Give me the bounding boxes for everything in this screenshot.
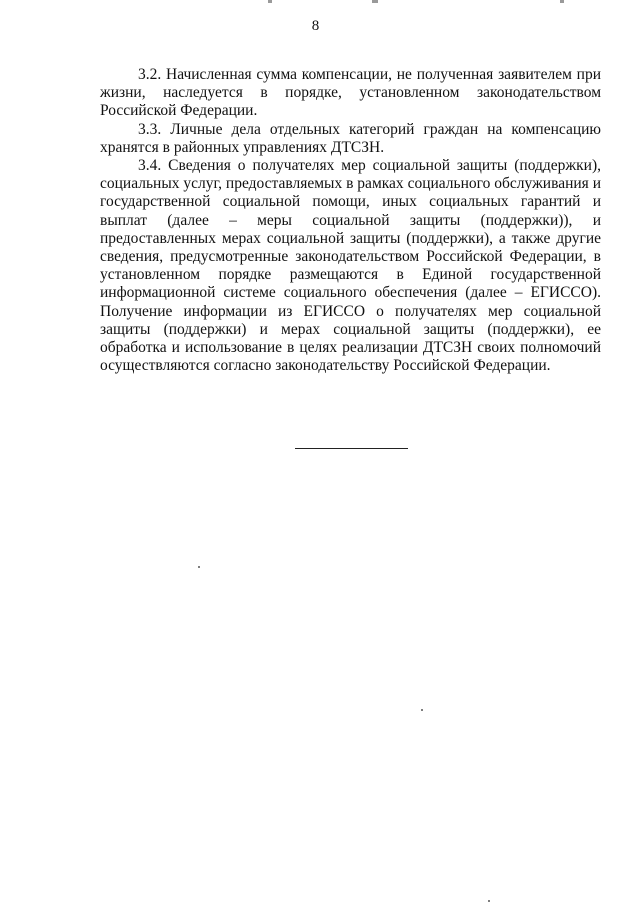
page-number: 8	[311, 18, 320, 34]
document-body	[100, 66, 601, 375]
paragraph-3-4: 3.4. Сведения о получателях мер социальной защиты (поддержки), социальных услуг, предоставляемых в рамках социального обслуживания и государственной социальной помощи, иных социальных гарантий и выплат (далее – меры социальной защиты (поддержки)), и предоставленных мерах социальной защиты (поддержки), а также другие сведения, предусмотренные законодательством Российской Федерации, в установленном порядке размещаются в Единой государственной информационной системе социального обеспечения (далее – ЕГИССО). Получение информации из ЕГИССО о получателях мер социальной защиты (поддержки) и мерах социальной защиты (поддержки), ее обработка и использование в целях реализации ДТСЗН своих полномочий осуществляются согласно законодательству Российской Федерации.	[100, 157, 601, 375]
paragraph-3-3: 3.3. Личные дела отдельных категорий граждан на компенсацию хранятся в районных управлениях ДТСЗН.	[100, 120, 601, 156]
scan-artifact	[372, 0, 378, 3]
scan-dot	[421, 709, 423, 711]
scan-dot	[198, 566, 200, 568]
section-separator-line	[295, 448, 408, 449]
paragraph-3-2: 3.2. Начисленная сумма компенсации, не полученная заявителем при жизни, наследуется в порядке, установленном законодательством Российской Федерации.	[100, 66, 601, 120]
scan-dot	[488, 900, 490, 902]
scan-artifact	[560, 0, 564, 3]
scan-artifact	[268, 0, 272, 3]
